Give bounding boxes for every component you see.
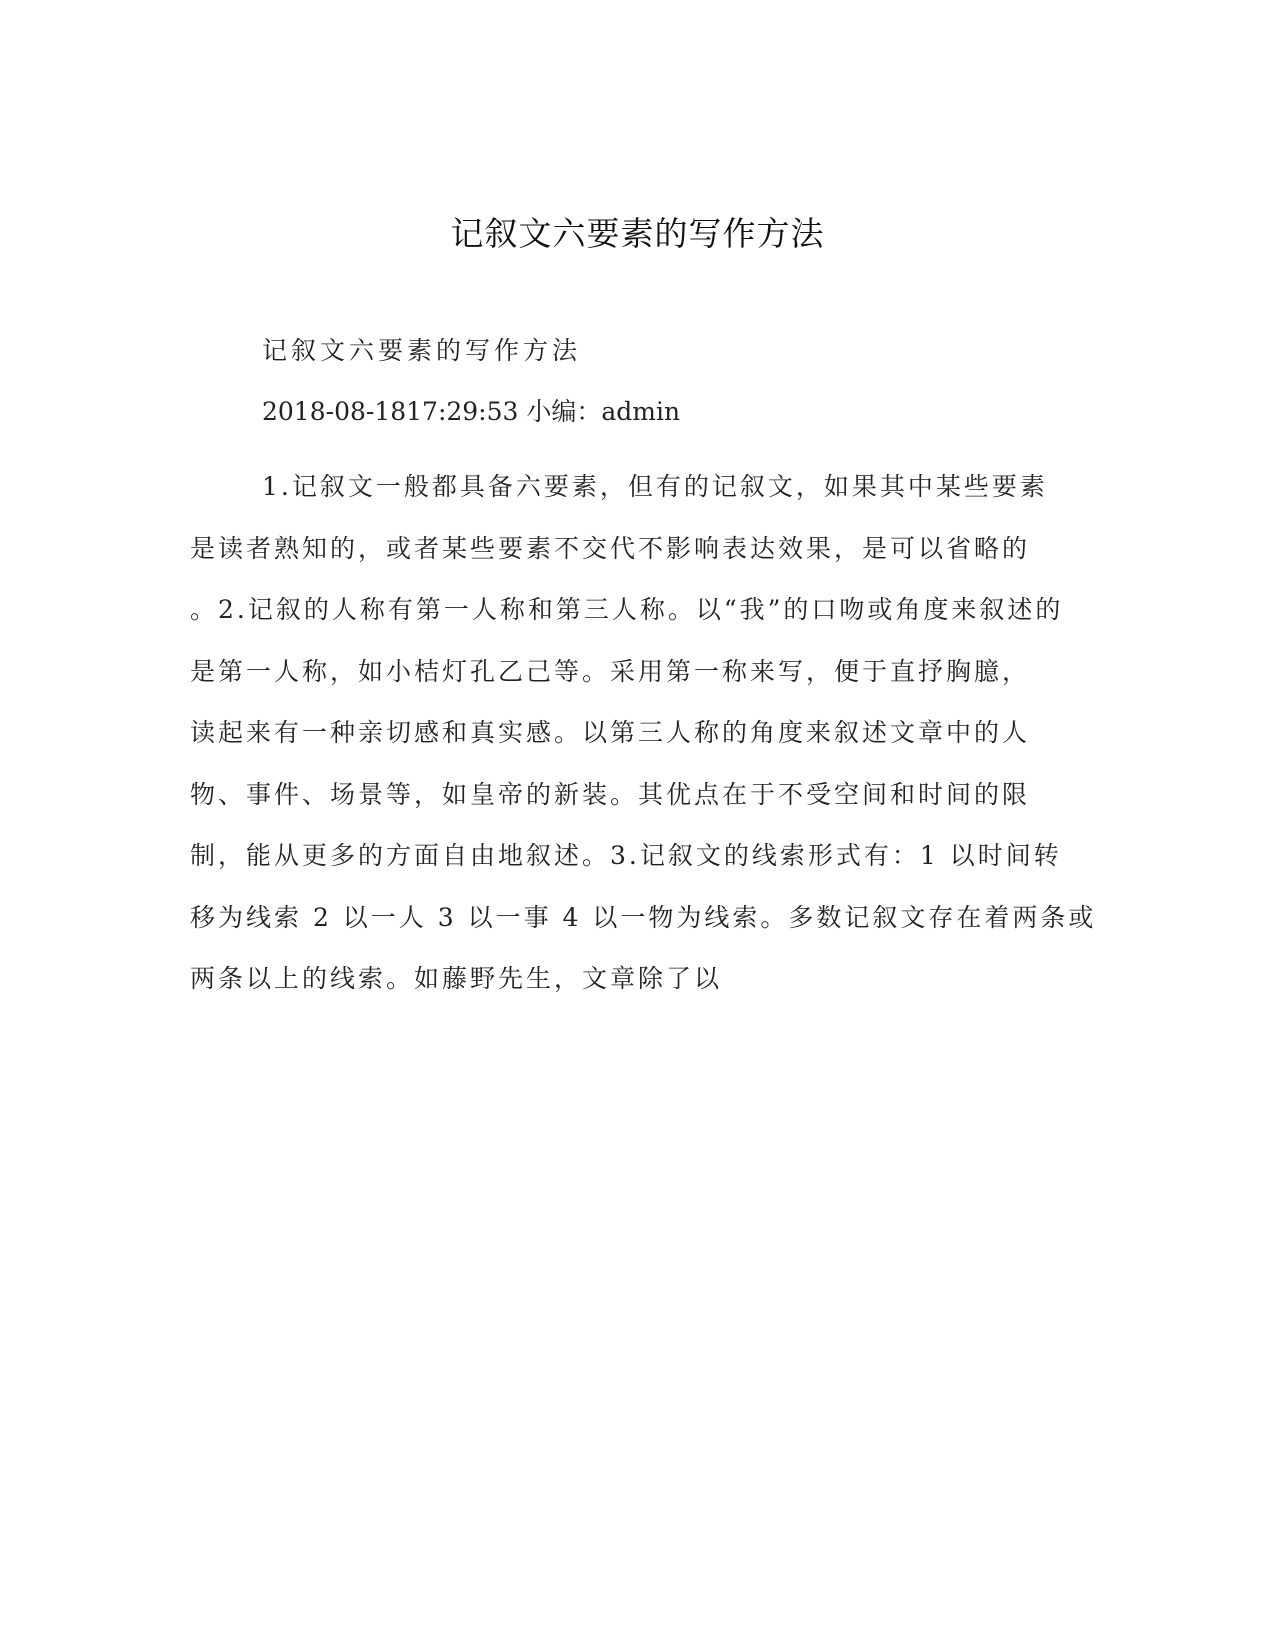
body-line: 读起来有一种亲切感和真实感。以第三人称的角度来叙述文章中的人 (190, 718, 1031, 747)
article-subtitle: 记叙文六要素的写作方法 (262, 336, 582, 365)
body-line: 是第一人称，如小桔灯孔乙己等。采用第一称来写，便于直抒胸臆， (190, 656, 1031, 686)
body-line: 物、事件、场景等，如皇帝的新装。其优点在于不受空间和时间的限 (190, 779, 1031, 809)
article-meta: 2018-08-1817:29:53 小编：admin (262, 397, 681, 426)
body-line: 是读者熟知的，或者某些要素不交代不影响表达效果，是可以省略的 (190, 533, 1031, 563)
article-body (190, 456, 1097, 1010)
body-line: 。2.记叙的人称有第一人称和第三人称。以“我”的口吻或角度来叙述的 (190, 595, 1064, 624)
body-line: 两条以上的线索。如藤野先生，文章除了以 (190, 964, 723, 993)
document-title: 记叙文六要素的写作方法 (450, 214, 825, 253)
body-line: 1.记叙文一般都具备六要素，但有的记叙文，如果其中某些要素 (262, 472, 1048, 501)
body-line: 制，能从更多的方面自由地叙述。3.记叙文的线索形式有：1 以时间转 (190, 841, 1062, 870)
body-line: 移为线索 2 以一人 3 以一事 4 以一物为线索。多数记叙文存在着两条或 (190, 902, 1097, 932)
